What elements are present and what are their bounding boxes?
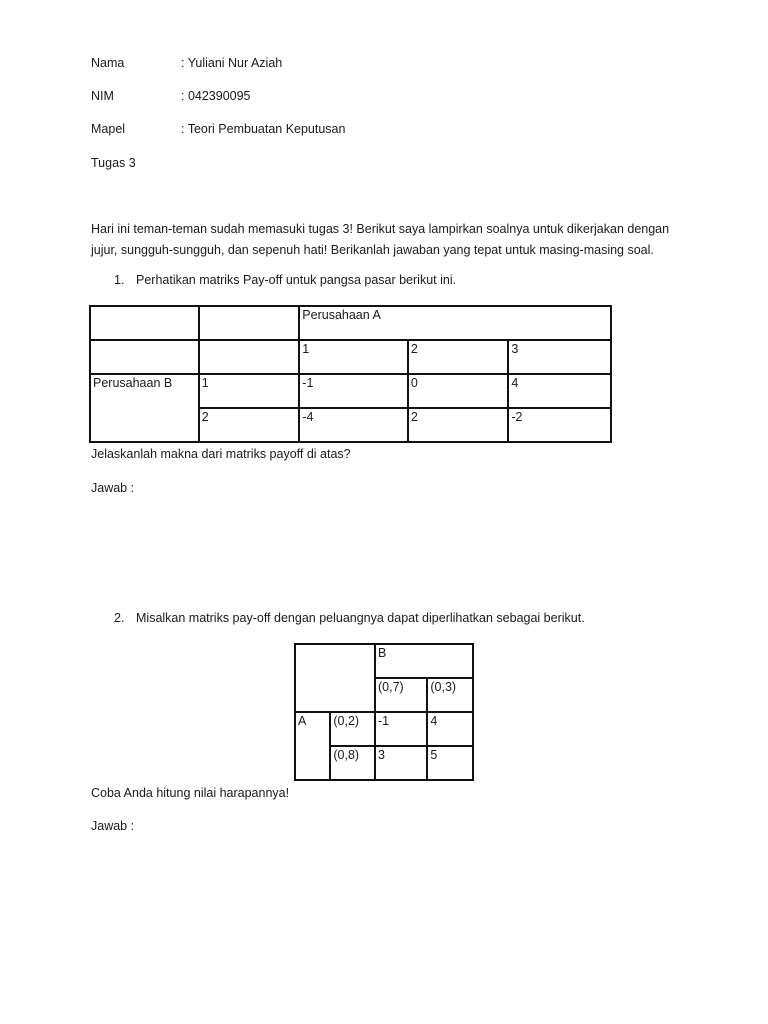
q1-col-header: 2 <box>408 340 509 374</box>
name-value: : Yuliani Nur Aziah <box>181 56 283 70</box>
q2-row-group: A <box>295 712 330 780</box>
nim-value: : 042390095 <box>181 89 251 103</box>
q1-col-header: 3 <box>508 340 611 374</box>
q1-cell: 4 <box>508 374 611 408</box>
q2-row-prob: (0,8) <box>330 746 375 780</box>
q1-question: Jelaskanlah makna dari matriks payoff di atas? <box>91 447 351 461</box>
q1-cell: -2 <box>508 408 611 442</box>
intro-line-2: jujur, sungguh-sungguh, dan sepenuh hati! Berikanlah jawaban yang tepat untuk masing-masing soal. <box>91 243 654 257</box>
subject-value: : Teori Pembuatan Keputusan <box>181 122 346 136</box>
q1-col-group: Perusahaan A <box>299 306 611 340</box>
intro-line-1: Hari ini teman-teman sudah memasuki tugas 3! Berikut saya lampirkan soalnya untuk dikerjakan dengan <box>91 222 670 236</box>
q1-cell: -1 <box>299 374 408 408</box>
q2-row-prob: (0,2) <box>330 712 375 746</box>
q2-col-group: B <box>375 644 473 678</box>
q2-answer-label: Jawab : <box>91 819 135 833</box>
q2-number: 2. <box>114 611 125 625</box>
assignment-title: Tugas 3 <box>91 156 136 170</box>
nim-label: NIM <box>91 89 114 103</box>
q1-cell: -4 <box>299 408 408 442</box>
q2-text: Misalkan matriks pay-off dengan peluangnya dapat diperlihatkan sebagai berikut. <box>136 611 585 625</box>
q2-cell: 3 <box>375 746 427 780</box>
q2-question: Coba Anda hitung nilai harapannya! <box>91 786 290 800</box>
q2-col-prob: (0,3) <box>427 678 473 712</box>
q1-number: 1. <box>114 273 125 287</box>
subject-label: Mapel <box>91 122 126 136</box>
q1-row-label: 1 <box>199 374 300 408</box>
intro-paragraph <box>91 219 691 261</box>
name-label: Nama <box>91 56 125 70</box>
q2-col-prob: (0,7) <box>375 678 427 712</box>
q1-empty-cell <box>199 306 300 340</box>
q2-payoff-table <box>294 643 474 781</box>
q1-col-header: 1 <box>299 340 408 374</box>
q1-text: Perhatikan matriks Pay-off untuk pangsa pasar berikut ini. <box>136 273 457 287</box>
q2-cell: 5 <box>427 746 473 780</box>
q1-empty-cell <box>90 340 199 374</box>
q2-empty-corner <box>295 644 375 712</box>
q1-answer-label: Jawab : <box>91 481 135 495</box>
q1-empty-cell <box>199 340 300 374</box>
q1-cell: 0 <box>408 374 509 408</box>
q1-cell: 2 <box>408 408 509 442</box>
q1-row-group: Perusahaan B <box>90 374 199 442</box>
q1-payoff-table <box>89 305 612 443</box>
q2-cell: 4 <box>427 712 473 746</box>
q1-row-label: 2 <box>199 408 300 442</box>
q1-empty-cell <box>90 306 199 340</box>
q2-cell: -1 <box>375 712 427 746</box>
